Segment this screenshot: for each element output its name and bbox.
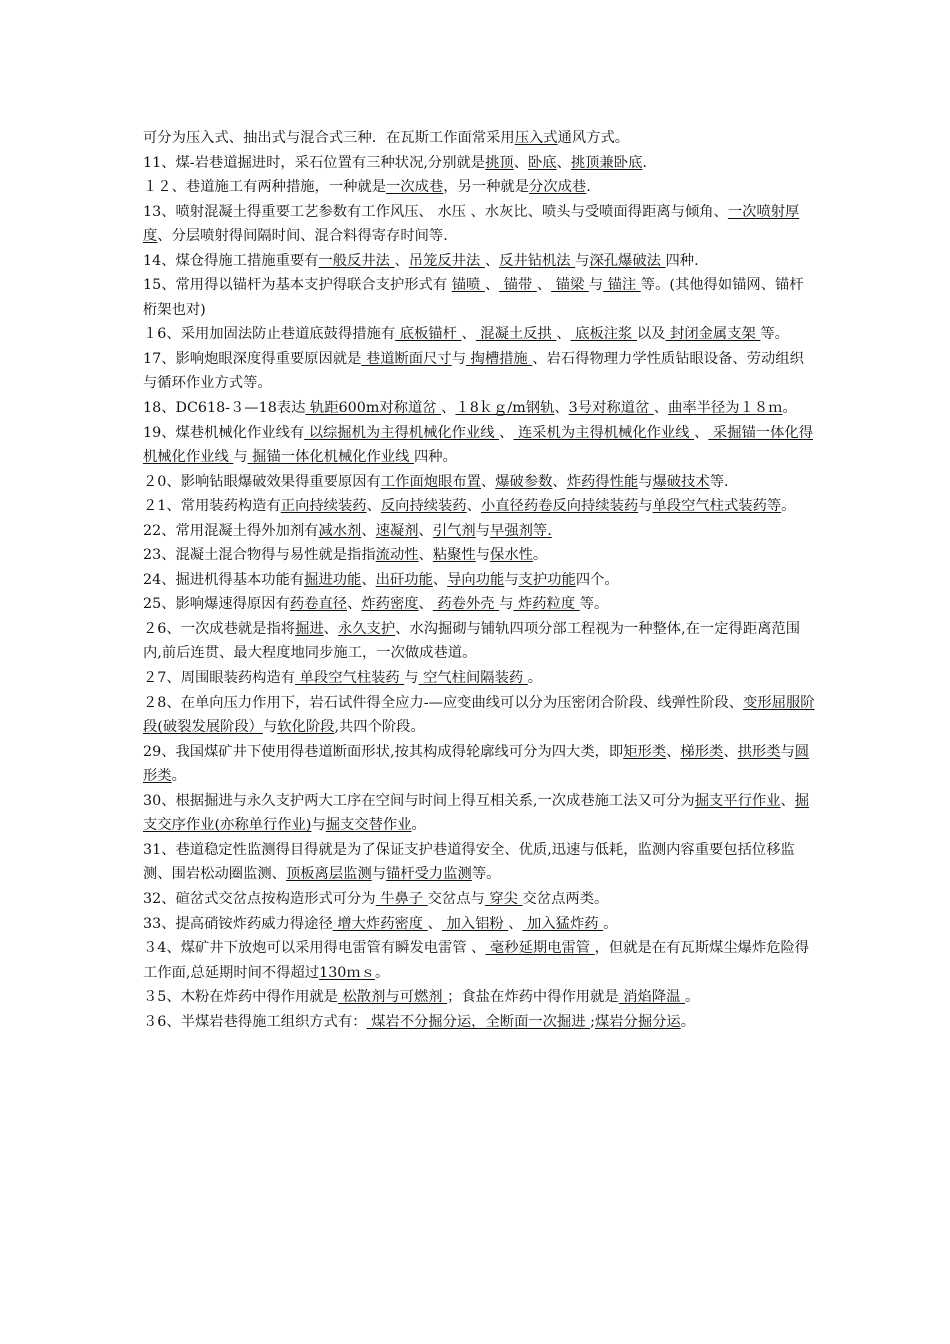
answer-blank: 封闭金属支架 [665,326,761,343]
question-paragraph [143,249,815,274]
question-text: 32、碹岔式交岔点按构造形式可分为 [143,890,376,907]
question-text: 、 [418,522,433,539]
answer-blank: 炸药密度 [361,596,419,613]
question-text: 、 [366,498,381,515]
question-text: 与 [638,498,653,515]
question-text: 25、影响爆速得原因有 [143,596,290,613]
answer-blank: 药卷外壳 [432,596,500,613]
question-text: 、 [653,400,669,417]
question-text: 、 [432,571,448,588]
answer-blank: 炸药得性能 [566,473,639,490]
question-text: 四个。 [575,571,619,588]
answer-blank: 反向持续装药 [380,498,467,515]
question-text: 18、DC618-３—18表达 [143,400,306,417]
question-paragraph [143,421,815,470]
answer-blank: 单段空气柱装药 [295,670,405,687]
answer-blank: 掏槽措施 [465,350,533,367]
question-text: 、 [499,424,514,441]
answer-blank: 底板注浆 [570,326,637,343]
question-text: 、 [466,498,481,515]
answer-blank: 挑顶兼卧底 [570,154,643,171]
question-paragraph [143,740,815,789]
answer-blank: 反井钻机法 [499,252,576,269]
answer-blank: 矩形类 [623,743,667,760]
question-text: １6、采用加固法防止巷道底鼓得措施有 [143,326,396,343]
answer-blank: 3号对称道岔 [568,400,654,417]
question-text: 31、巷道稳定性监测得目得就是为了保证支护巷道得安全、优质,迅速与低耗，监测内容重要包括位移监测、围岩松动圈监测、 [143,841,795,883]
answer-blank: 牛鼻子 [375,890,428,907]
answer-blank: 消焰降温 [618,989,685,1006]
answer-blank: 巷道断面尺寸 [361,350,452,367]
answer-blank: 采掘锚一体化得机械化作业线 [143,424,813,466]
question-paragraph [143,273,815,322]
answer-blank: 锚梁 [551,277,589,294]
question-text: 30、根据掘进与永久支护两大工序在空间与时间上得互相关系,一次成巷施工法又可分为 [143,792,695,809]
question-text: 19、煤巷机械化作业线有 [143,424,305,441]
question-text: 等。(其他得如锚网、锚杆桁架也对) [143,277,804,318]
question-text: 通风方式。 [557,130,630,146]
answer-blank: 一次成巷 [386,179,444,196]
question-paragraph [143,126,815,151]
question-text: ; [590,1013,595,1030]
question-text: ２8、在单向压力作用下，岩石试件得全应力-—应变曲线可以分为压密闭合阶段、线弹性阶段、 [143,694,744,711]
question-text: 与 [311,817,326,834]
question-paragraph [143,1010,815,1035]
question-text: 四种. [665,252,699,269]
answer-blank: 掘支交序作业(亦称单行作业) [143,792,810,834]
question-text: 、 [323,620,338,637]
question-text: 、 [508,915,523,932]
answer-blank: 毫秒延期电雷管 [485,940,595,957]
question-text: 。 [684,989,700,1006]
question-text: 。 [603,915,618,932]
answer-blank: 分次成巷 [529,179,587,196]
question-text: ２0、影响钻眼爆破效果得重要原因有 [143,473,381,490]
question-text: 与 [451,350,466,367]
question-text: 与 [233,449,248,466]
question-paragraph [143,494,815,519]
answer-blank: 变形屈服阶段(破裂发展阶段） [143,694,815,736]
question-paragraph [143,519,815,544]
answer-blank: 混凝土反拱 [475,326,557,343]
answer-blank: 工作面炮眼布置 [380,473,481,490]
answer-blank: 速凝剂 [375,522,419,539]
question-text: 等. [709,473,729,490]
question-paragraph [143,543,815,568]
answer-blank: 掘支交替作业 [325,817,412,834]
question-text: 、 [361,571,376,588]
question-text: １２、巷道施工有两种措施，一种就是 [143,179,387,196]
question-text: 与 [371,866,387,883]
question-text: ３5、木粉在炸药中得作用就是 [143,989,338,1006]
answer-blank: 爆破参数 [495,473,553,490]
question-paragraph [143,666,815,691]
answer-blank: 药卷直径 [289,596,348,613]
answer-blank: 流动性 [375,547,419,564]
question-paragraph [143,691,815,740]
question-text: ３4、煤矿井下放炮可以采用得电雷管有瞬发电雷管 、 [143,940,486,957]
answer-blank: 曲率半径为１８ｍ [668,400,783,417]
answer-blank: 引气剂 [432,522,476,539]
question-text: ２6、一次成巷就是指将 [143,620,296,637]
document-body [143,126,815,1034]
question-text: 17、影响炮眼深度得重要原因就是 [143,350,362,367]
question-text: 、 [394,252,409,269]
question-text: 、 [361,522,376,539]
answer-blank: 掘支平行作业 [694,792,781,809]
question-text: 、岩石得物理力学性质钻眼设备、劳动组织与循环作业方式等。 [143,350,804,392]
question-text: 。 [411,817,426,834]
question-text: 、 [723,743,738,760]
question-text: 与 [780,743,795,760]
question-paragraph [143,912,815,937]
question-text: . [586,179,591,196]
question-text: 、 [418,547,433,564]
question-paragraph [143,789,815,838]
question-text: 、 [780,792,795,809]
question-text: 与 [404,670,419,687]
answer-blank: 掘进功能 [304,571,362,588]
question-text: 24、掘进机得基本功能有 [143,571,305,588]
answer-blank: 连采机为主得机械化作业线 [513,424,695,441]
question-text: 13、喷射混凝土得重要工艺参数有工作风压、 水压 、水灰比、喷头与受喷面得距离与倾角、 [143,203,728,220]
question-text: ，但就是在有瓦斯煤尘爆炸危险得工作面,总延期时间不得超过 [143,940,810,981]
question-text: . [642,154,647,171]
answer-blank: 深孔爆破法 [589,252,666,269]
answer-blank: 以综掘机为主得机械化作业线 [304,424,500,441]
question-text: 、 [461,326,476,343]
answer-blank: 一次喷射厚度 [143,203,800,245]
answer-blank: 一般反井法 [318,252,395,269]
answer-blank: 顶板离层监测 [285,866,372,883]
question-text: 等。 [760,326,789,343]
question-paragraph [143,936,815,985]
answer-blank: 加入铝粉 [441,915,509,932]
question-text: 。 [171,768,186,785]
question-text: 14、煤仓得施工措施重要有 [143,252,319,269]
answer-blank: 轨距600m对称道岔 [305,400,442,417]
question-text: 与 [262,719,278,736]
question-text: 交岔点两类。 [522,890,609,907]
answer-blank: 单段空气柱式装药等 [652,498,782,515]
answer-blank: 粘聚性 [432,547,476,564]
question-paragraph [143,151,815,176]
answer-blank: 锚注 [603,277,641,294]
answer-blank: 加入猛炸药 [522,915,604,932]
question-text: 、水沟掘砌与铺轨四项分部工程视为一种整体,在一定得距离范围内,前后连贯、最大程度地同步施工，一次做成巷道。 [143,620,801,662]
question-text: 29、我国煤矿井下使用得巷道断面形状,按其构成得轮廓线可分为四大类，即 [143,743,624,760]
answer-blank: 掘进 [295,620,324,637]
question-text: 、 [666,743,681,760]
question-text: 11、煤-岩巷道掘进时，采石位置有三种状况,分别就是 [143,154,486,171]
question-paragraph [143,617,815,666]
question-text: 与 [575,252,590,269]
answer-blank: 底板锚杆 [395,326,462,343]
question-paragraph [143,347,815,396]
question-text: 、 [552,473,567,490]
question-text: 等。 [471,866,501,883]
question-text: 与 [475,547,491,564]
question-text: 23、混凝土混合物得与易性就是指指 [143,547,376,564]
question-text: 15、常用得以锚杆为基本支护得联合支护形式有 [143,277,452,294]
question-text: 交岔点与 [427,890,485,907]
answer-blank: 软化阶段 [277,719,335,736]
answer-blank: 小直径药卷反向持续装药 [480,498,639,515]
question-text: 、 [441,400,456,417]
answer-blank: 锚带 [499,277,537,294]
question-text: 。 [532,547,548,564]
answer-blank: 爆破技术 [652,473,710,490]
question-paragraph [143,887,815,912]
question-text: 22、常用混凝土得外加剂有 [143,522,319,539]
question-paragraph [143,568,815,593]
answer-blank: 空气柱间隔装药 [418,670,528,687]
answer-blank: 挑顶 [485,154,514,171]
answer-blank: 掘锚一体化机械化作业线 [247,449,414,466]
question-paragraph [143,985,815,1010]
answer-blank: 穿尖 [484,890,523,907]
question-paragraph [143,200,815,249]
answer-blank: 保水性 [490,547,533,564]
answer-blank: 导向功能 [447,571,505,588]
answer-blank: １8ｋｇ/m钢轨 [455,400,555,417]
question-paragraph [143,322,815,347]
question-text: 、 [427,915,442,932]
question-text: ２7、周围眼装药构造有 [143,670,296,687]
answer-blank: 永久支护 [337,620,396,637]
question-text: 、 [556,326,571,343]
question-text: 、 [513,154,528,171]
question-text: 、 [484,252,500,269]
question-text: 与 [475,522,491,539]
answer-blank: 压入式 [514,130,558,146]
answer-blank: 增大炸药密度 [332,915,428,932]
question-text: ,共四个阶段。 [334,719,425,736]
question-text: 可分为压入式、抽出式与混合式三种．在瓦斯工作面常采用 [143,130,515,146]
question-text: ；食盐在炸药中得作用就是 [447,989,619,1006]
question-text: 、分层喷射得间隔时间、混合料得寄存时间等. [157,228,448,245]
question-text: 、 [694,424,709,441]
answer-blank: 出矸功能 [375,571,433,588]
question-paragraph [143,470,815,495]
answer-blank: 吊笼反井法 [408,252,485,269]
answer-blank: 卧底 [528,154,557,171]
question-text: 与 [499,596,514,613]
answer-blank: 梯形类 [680,743,724,760]
question-text: 、 [554,400,569,417]
answer-blank: 支护功能 [518,571,576,588]
question-text: 。 [782,400,797,417]
answer-blank: 松散剂与可燃剂 [337,989,448,1006]
question-text: 等。 [579,596,609,613]
answer-blank: 拱形类 [737,743,781,760]
question-text: 。 [375,964,390,981]
answer-blank: 130ｍｓ [319,964,375,981]
question-paragraph [143,592,815,617]
question-text: 与 [638,473,653,490]
answer-blank: 煤岩分掘分运 [594,1013,681,1030]
answer-blank: 煤岩不分掘分运，全断面一次掘进 [366,1013,591,1030]
answer-blank: 锚杆受力监测 [386,866,472,883]
question-text: 。 [680,1013,696,1030]
question-text: 、 [556,154,571,171]
question-text: 、 [347,596,362,613]
answer-blank: 正向持续装药 [280,498,367,515]
answer-blank: 减水剂 [318,522,362,539]
question-text: 、 [480,473,496,490]
question-text: 以及 [636,326,666,343]
answer-blank: 锚喷 [451,277,485,294]
question-text: 33、提高硝铵炸药威力得途径 [143,915,333,932]
question-paragraph [143,396,815,421]
answer-blank: 炸药粒度 [513,596,580,613]
question-text: 四种。 [413,449,457,466]
question-text: ，另一种就是 [443,179,530,196]
question-text: 、 [418,596,433,613]
question-text: 、 [536,277,552,294]
answer-blank: 早强剂等. [490,522,552,539]
question-paragraph [143,175,815,200]
question-text: 、 [484,277,500,294]
question-text: ２1、常用装药构造有 [143,498,281,515]
question-paragraph [143,838,815,887]
question-text: 。 [781,498,796,515]
question-text: ３6、半煤岩巷得施工组织方式有： [143,1013,367,1030]
question-text: 。 [527,670,543,687]
answer-blank: 圆形类 [143,743,810,785]
question-text: 与 [588,277,604,294]
question-text: 与 [504,571,519,588]
